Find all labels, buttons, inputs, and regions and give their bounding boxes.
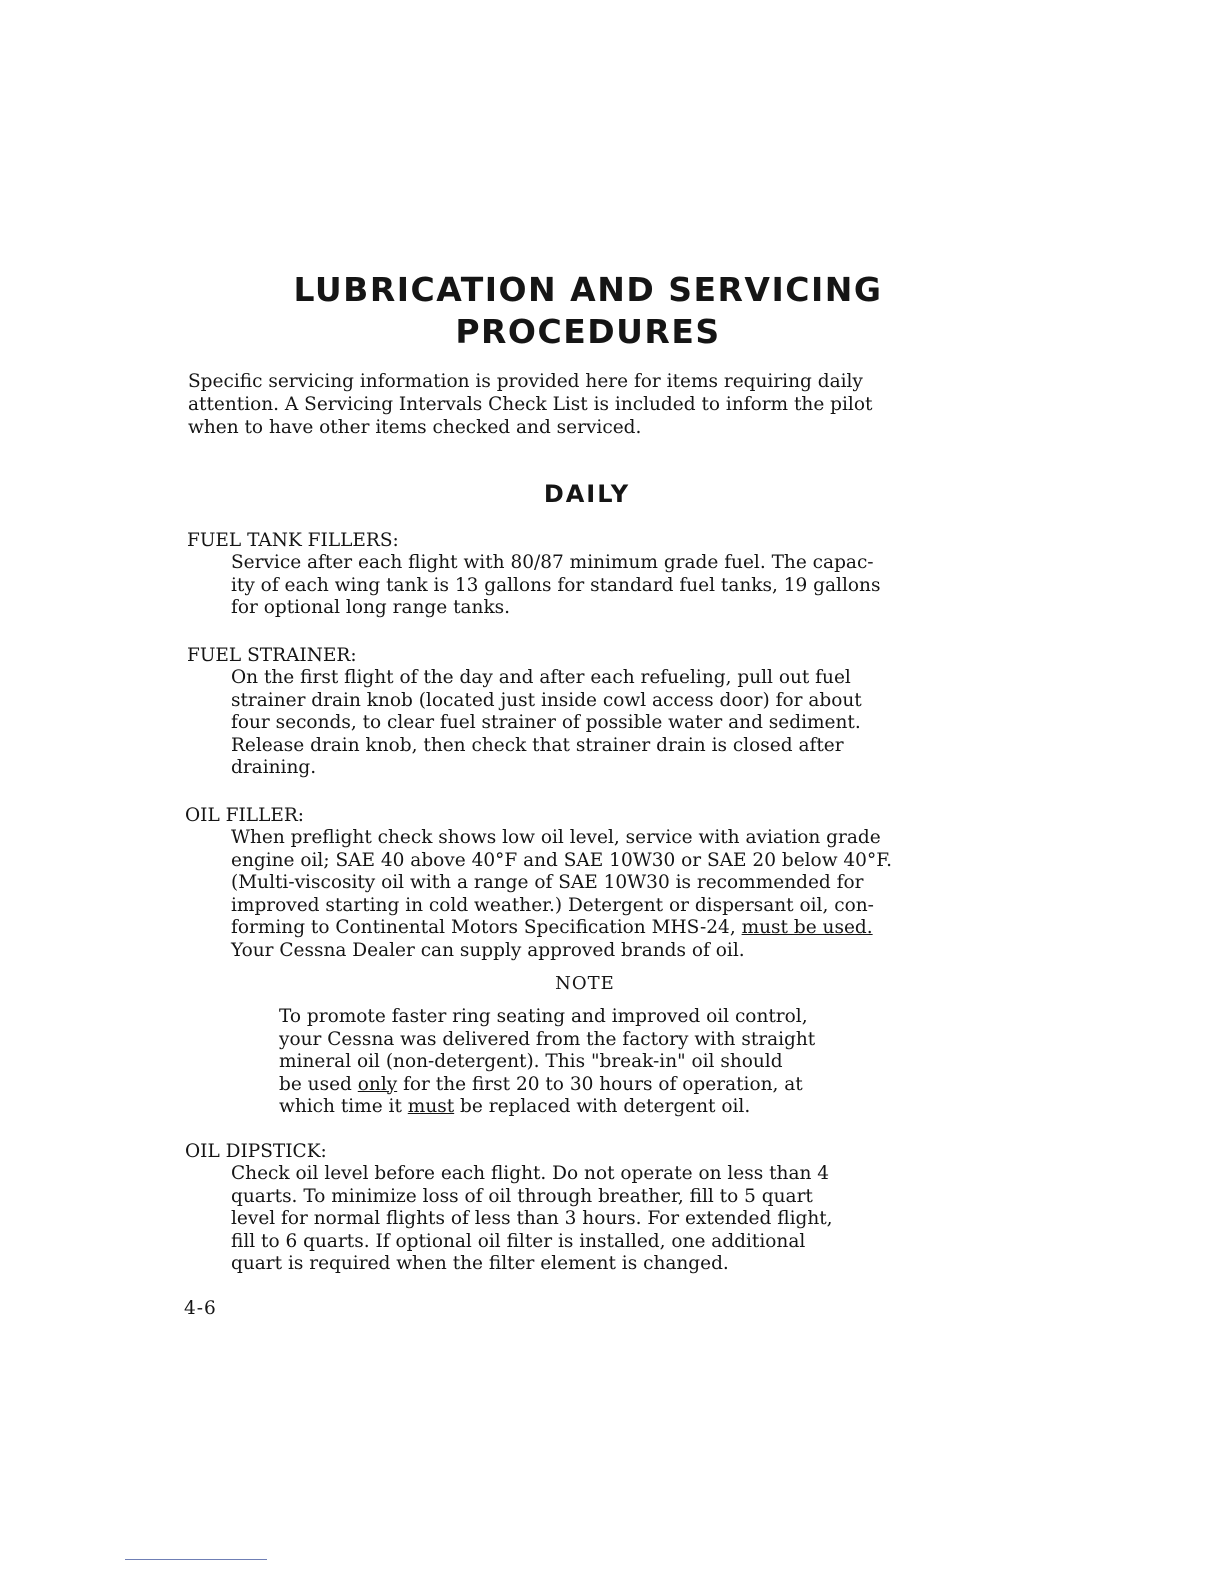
emphasis-must-be-used: must be used. [741, 917, 873, 938]
body-line: When preflight check shows low oil level, service with aviation grade [231, 827, 881, 848]
body-line: for optional long range tanks. [231, 597, 511, 618]
body-line: (Multi-viscosity oil with a range of SAE 10W30 is recommended for [231, 872, 864, 893]
body-line: improved starting in cold weather.) Detergent or dispersant oil, con- [231, 894, 874, 916]
page-title-line-1: LUBRICATION AND SERVICING [293, 270, 883, 309]
body-line: four seconds, to clear fuel strainer of possible water and sediment. [231, 712, 861, 733]
page-number: 4-6 [184, 1298, 217, 1319]
oil-filler-label: OIL FILLER: [185, 805, 305, 826]
body-line: On the first flight of the day and after each refueling, pull out fuel [231, 667, 851, 688]
note-label: NOTE [555, 973, 615, 994]
note-line: your Cessna was delivered from the factory with straight [279, 1028, 816, 1050]
note-line [279, 1074, 815, 1097]
note-line [279, 1096, 815, 1119]
note-line: mineral oil (non-detergent). This "break-in" oil should [279, 1051, 783, 1072]
page-title-line-2: PROCEDURES [455, 312, 721, 351]
body-line: fill to 6 quarts. If optional oil filter is installed, one additional [231, 1230, 806, 1252]
section-heading-daily: DAILY [543, 480, 631, 508]
oil-dipstick-body [231, 1163, 833, 1276]
oil-filler-body [231, 827, 892, 962]
fuel-tank-fillers-body [231, 552, 880, 620]
emphasis-only: only [357, 1073, 398, 1095]
body-line: draining. [231, 757, 317, 778]
fuel-strainer-body [231, 667, 862, 780]
body-line: engine oil; SAE 40 above 40°F and SAE 10W30 or SAE 20 below 40°F. [231, 849, 893, 871]
note-line-text: be used [279, 1073, 358, 1095]
fuel-strainer-label: FUEL STRAINER: [187, 645, 357, 666]
body-line: level for normal flights of less than 3 hours. For extended flight, [231, 1208, 833, 1229]
note-line-text: for the first 20 to 30 hours of operation, at [397, 1073, 803, 1095]
body-line: Release drain knob, then check that strainer drain is closed after [231, 734, 844, 756]
body-line: strainer drain knob (located just inside cowl access door) for about [231, 689, 862, 711]
intro-paragraph [188, 370, 1008, 439]
emphasis-must: must [407, 1096, 455, 1117]
body-line: Check oil level before each flight. Do not operate on less than 4 [231, 1163, 830, 1184]
intro-line: Specific servicing information is provided here for items requiring daily [188, 371, 863, 392]
note-line-text: which time it [279, 1096, 408, 1117]
body-line: quarts. To minimize loss of oil through breather, fill to 5 quart [231, 1185, 813, 1207]
intro-line: when to have other items checked and serviced. [188, 417, 642, 438]
body-line [231, 917, 892, 940]
body-line: quart is required when the filter element is changed. [231, 1253, 729, 1274]
intro-line: attention. A Servicing Intervals Check List is included to inform the pilot [188, 394, 873, 415]
body-line: Service after each flight with 80/87 minimum grade fuel. The capac- [231, 552, 874, 573]
body-line: ity of each wing tank is 13 gallons for standard fuel tanks, 19 gallons [231, 574, 881, 596]
oil-dipstick-label: OIL DIPSTICK: [185, 1141, 327, 1162]
footer-divider [125, 1559, 267, 1560]
note-line-text: be replaced with detergent oil. [454, 1096, 751, 1117]
fuel-tank-fillers-label: FUEL TANK FILLERS: [187, 530, 399, 551]
note-line: To promote faster ring seating and improved oil control, [279, 1006, 808, 1027]
body-line: Your Cessna Dealer can supply approved brands of oil. [231, 939, 745, 961]
note-body [279, 1006, 815, 1119]
body-line-text: forming to Continental Motors Specification MHS-24, [231, 917, 742, 938]
